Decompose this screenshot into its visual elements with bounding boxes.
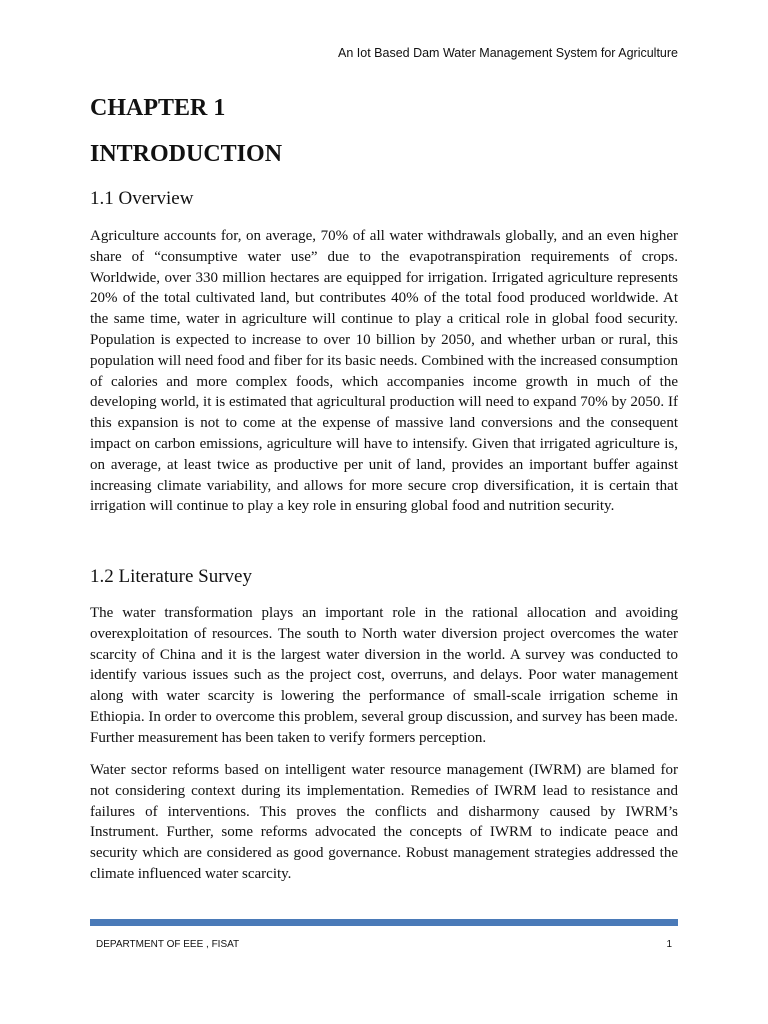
running-header-title: An Iot Based Dam Water Management System for Agriculture bbox=[338, 46, 678, 60]
literature-paragraph-2: Water sector reforms based on intelligent water resource management (IWRM) are blamed for not considering context during its implementation. Remedies of IWRM lead to resistance and failures of interventions. This proves the conflicts and disharmony caused by IWRM’s Instrument. Further, some reforms advocated the concepts of IWRM to indicate peace and security which are considered as good governance. Robust management strategies addressed the climate influenced water scarcity. bbox=[90, 762, 678, 882]
footer-rule bbox=[90, 919, 678, 926]
overview-paragraph: Agriculture accounts for, on average, 70% of all water withdrawals globally, and an even higher share of “consumptive water use” due to the evapotranspiration requirements of crops. Worldwide, over 330 million hectares are equipped for irrigation. Irrigated agriculture represents 20% of the total cultivated land, but contributes 40% of the total food produced worldwide. At the same time, water in agriculture will continue to play a critical role in global food security. Population is expected to increase to over 10 billion by 2050, and whether urban or rural, this population will need food and fiber for its basic needs. Combined with the increased consumption of calories and more complex foods, which accompanies income growth in much of the developing world, it is estimated that agricultural production will need to expand 70% by 2050. If this expansion is not to come at the expense of massive land conversions and the consequent impact on carbon emissions, agriculture will have to intensify. Given that irrigated agriculture is, on average, at least twice as productive per unit of land, provides an important buffer against increasing climate variability, and allows for more secure crop diversification, it is certain that irrigation will continue to play a key role in ensuring global food and nutrition security. bbox=[90, 228, 678, 515]
chapter-title: INTRODUCTION bbox=[90, 141, 283, 167]
footer-department: DEPARTMENT OF EEE , FISAT bbox=[96, 939, 240, 950]
section-heading-overview: 1.1 Overview bbox=[90, 188, 194, 209]
chapter-number: CHAPTER 1 bbox=[90, 95, 226, 121]
footer-page-number: 1 bbox=[666, 939, 672, 950]
section-heading-literature-survey: 1.2 Literature Survey bbox=[90, 566, 252, 587]
literature-paragraph-1: The water transformation plays an important role in the rational allocation and avoiding overexploitation of resources. The south to North water diversion project overcomes the water scarcity of China and it is the largest water diversion in the world. A survey was conducted to identify various issues such as the project cost, overruns, and delays. Poor water management along with water scarcity is lowering the performance of small-scale irrigation scheme in Ethiopia. In order to overcome this problem, several group discussion, and survey has been made. Further measurement has been taken to verify formers perception. bbox=[90, 605, 678, 746]
